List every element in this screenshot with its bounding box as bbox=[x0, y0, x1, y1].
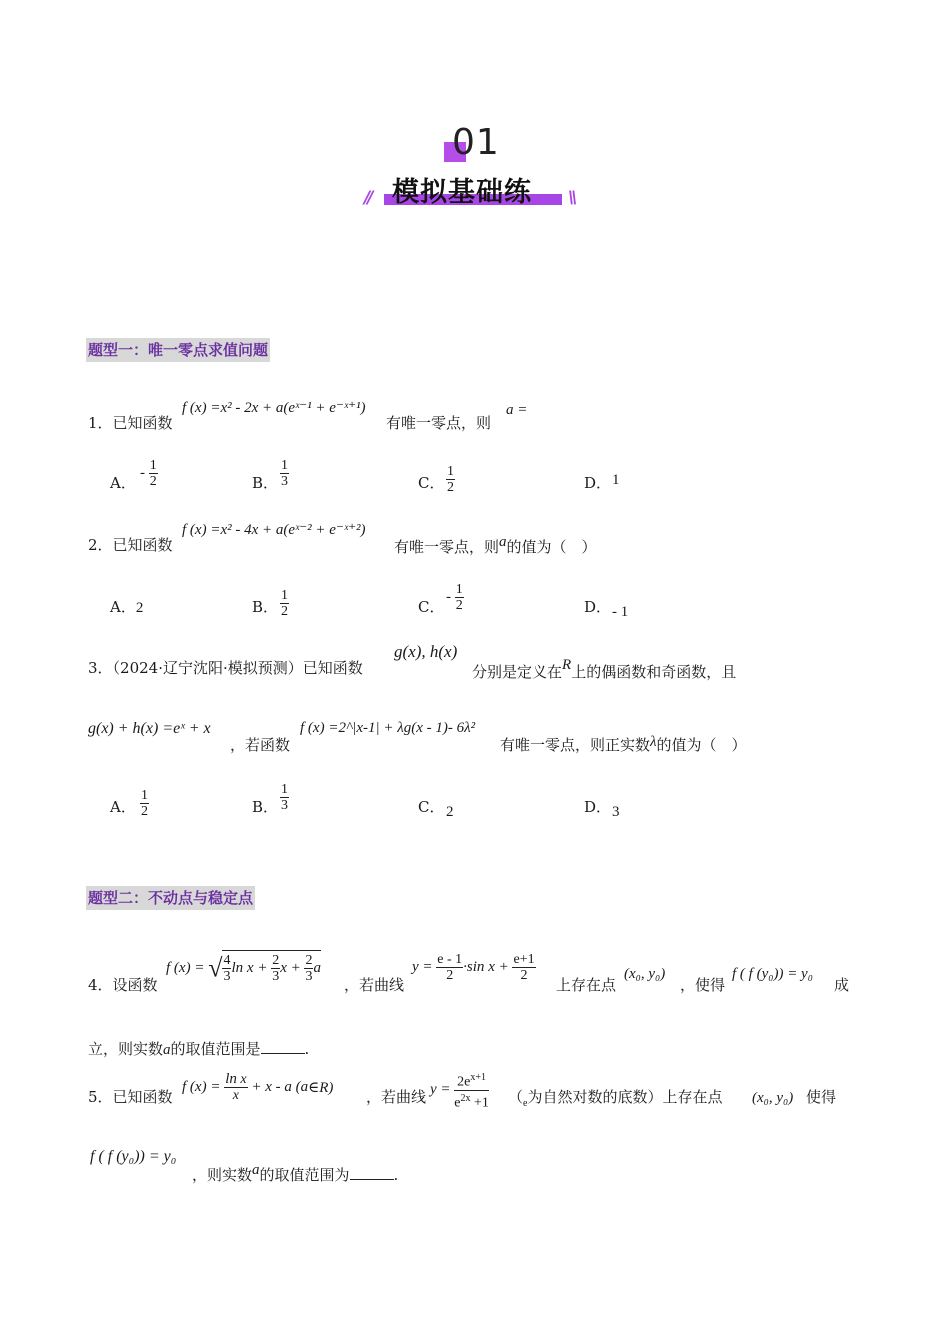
q4-formula3: f ( f (y₀)) = y₀ bbox=[732, 966, 813, 982]
q1-option-c-value: $\frac{1}{2}$ bbox=[447, 464, 454, 495]
q3-option-c-value: 2 bbox=[446, 804, 454, 820]
section-heading-1: 题型一：唯一零点求值问题 bbox=[86, 338, 270, 362]
q1-formula: f (x) =x² - 2x + a(eˣ⁻¹ + e⁻ˣ⁺¹) bbox=[182, 400, 366, 416]
q5-var: a bbox=[252, 1162, 260, 1178]
q4-line2-text: 立，则实数 bbox=[88, 1040, 164, 1058]
q1-option-d-value: 1 bbox=[612, 472, 620, 488]
header-title: 模拟基础练 bbox=[392, 177, 532, 208]
header-deco-right: \\ bbox=[568, 188, 575, 208]
q4-number: 4． bbox=[88, 976, 113, 994]
q3-option-a-label: A． bbox=[110, 798, 136, 816]
q5-line2-post: 的取值范围为 bbox=[259, 1166, 350, 1184]
q5-formula: f (x) = $\frac{\text{ln x}}{x}$ + x - a (a∈R) bbox=[182, 1071, 334, 1103]
q5-paren-text: 为自然对数的底数）上存在点 bbox=[527, 1088, 723, 1106]
q2-option-c-label: C． bbox=[418, 598, 445, 616]
q4-var: a bbox=[163, 1042, 171, 1058]
q2-option-a-label: A． bbox=[110, 598, 136, 616]
q3-option-b-value: $\frac{1}{3}$ bbox=[281, 782, 288, 813]
q1-option-a-value: - $\frac{1}{2}$ bbox=[140, 458, 157, 489]
q4-line2-post: 的取值范围是 bbox=[170, 1040, 261, 1058]
q4-end: . bbox=[304, 1040, 310, 1058]
question-3 bbox=[88, 657, 363, 678]
q2-option-a-value: 2 bbox=[135, 600, 144, 616]
q2-number: 2． bbox=[88, 536, 113, 554]
q1-option-b-label: B． bbox=[252, 474, 279, 492]
q3-set: R bbox=[562, 657, 572, 673]
q2-option-d-value: - 1 bbox=[612, 604, 629, 620]
q5-end: . bbox=[393, 1166, 399, 1184]
q3-option-c-label: C． bbox=[418, 798, 445, 816]
question-2 bbox=[88, 534, 173, 555]
q1-pre: 已知函数 bbox=[112, 414, 173, 432]
q4-line2 bbox=[88, 1038, 309, 1059]
q4-formula2: y = $\frac{e - 1}{2}$ ·sin x + $\frac{e+1}{2}$ bbox=[412, 952, 535, 983]
section-heading-2: 题型二：不动点与稳定点 bbox=[86, 886, 255, 910]
question-4 bbox=[88, 974, 158, 995]
q5-mid: ，若曲线 bbox=[366, 1088, 427, 1106]
q2-option-b-label: B． bbox=[252, 598, 279, 616]
q3-option-b-label: B． bbox=[252, 798, 279, 816]
q2-post2: 的值为（ ） bbox=[506, 538, 597, 556]
q3-line2-formula2: f (x) =2^|x-1| + λg(x - 1)- 6λ² bbox=[300, 720, 476, 736]
q5-paren bbox=[508, 1086, 722, 1109]
q4-mid2: 上存在点 bbox=[556, 976, 617, 994]
q5-point: (x₀, y₀) bbox=[752, 1090, 794, 1106]
header-deco-left: // bbox=[364, 188, 371, 208]
q3-option-a-value: $\frac{1}{2}$ bbox=[141, 788, 148, 819]
q2-post-text: 有唯一零点，则 bbox=[394, 538, 500, 556]
q3-line2-mid: ，若函数 bbox=[230, 736, 291, 754]
q2-pre: 已知函数 bbox=[112, 536, 173, 554]
q5-paren-open: （ bbox=[508, 1088, 524, 1106]
q3-option-d-label: D． bbox=[584, 798, 612, 816]
q3-funcs: g(x), h(x) bbox=[394, 642, 458, 661]
q4-mid3: ，使得 bbox=[680, 976, 726, 994]
q3-pre: 已知函数 bbox=[302, 659, 363, 677]
q2-option-a bbox=[110, 596, 143, 617]
q4-post: 成 bbox=[834, 976, 850, 994]
q5-number: 5． bbox=[88, 1088, 113, 1106]
q3-post bbox=[472, 657, 736, 682]
q3-post-text: 分别是定义在 bbox=[472, 663, 563, 681]
q5-answer-blank[interactable] bbox=[350, 1178, 394, 1180]
q5-e: e bbox=[523, 1098, 528, 1109]
q4-formula: f (x) = √ $\frac{4}{3}$ ln x + $\frac{2}{3}$ x + $\frac{2}{3}$ a bbox=[166, 950, 321, 984]
question-1 bbox=[88, 412, 173, 433]
q2-option-b-value: $\frac{1}{2}$ bbox=[281, 588, 288, 619]
q3-line2-post-text: 有唯一零点，则正实数 bbox=[500, 736, 651, 754]
q5-pre: 已知函数 bbox=[112, 1088, 173, 1106]
q3-lambda: λ bbox=[650, 734, 657, 750]
q5-formula2: y = $\frac{2e^{x+1}}{e^{2x} +1}$ bbox=[430, 1072, 489, 1111]
q3-line2-post2: 的值为（ ） bbox=[656, 736, 747, 754]
q3-number: 3． bbox=[88, 659, 113, 677]
q3-option-d-value: 3 bbox=[612, 804, 620, 820]
q3-source: （2024·辽宁沈阳·模拟预测） bbox=[112, 659, 303, 677]
q5-line2-mid: ，则实数 bbox=[192, 1166, 253, 1184]
q4-mid: ，若曲线 bbox=[344, 976, 405, 994]
q1-option-a-label: A． bbox=[110, 474, 136, 492]
q2-formula: f (x) =x² - 4x + a(eˣ⁻² + e⁻ˣ⁺²) bbox=[182, 522, 366, 538]
q1-var: a = bbox=[506, 402, 528, 418]
header-number: 01 bbox=[452, 122, 500, 163]
q1-option-d-label: D． bbox=[584, 474, 612, 492]
q2-var: a bbox=[499, 534, 507, 550]
q1-option-b-value: $\frac{1}{3}$ bbox=[281, 458, 288, 489]
q3-line2-post bbox=[500, 734, 747, 755]
q3-post2: 上的偶函数和奇函数，且 bbox=[571, 663, 737, 681]
q5-post: 使得 bbox=[806, 1088, 837, 1106]
q1-post: 有唯一零点，则 bbox=[386, 414, 492, 432]
q5-line2-formula: f ( f (y₀)) = y₀ bbox=[90, 1148, 177, 1165]
q3-line2-formula: g(x) + h(x) =eˣ + x bbox=[88, 720, 211, 737]
q1-option-c-label: C． bbox=[418, 474, 445, 492]
q4-point: (x₀, y₀) bbox=[624, 966, 666, 982]
q2-option-c-value: - $\frac{1}{2}$ bbox=[446, 582, 463, 613]
q2-post bbox=[394, 534, 597, 557]
q4-answer-blank[interactable] bbox=[261, 1052, 305, 1054]
question-5 bbox=[88, 1086, 173, 1107]
q1-option-a bbox=[110, 472, 136, 493]
q5-line2 bbox=[192, 1162, 398, 1185]
q1-number: 1． bbox=[88, 414, 113, 432]
q4-pre: 设函数 bbox=[112, 976, 158, 994]
q2-option-d-label: D． bbox=[584, 598, 612, 616]
